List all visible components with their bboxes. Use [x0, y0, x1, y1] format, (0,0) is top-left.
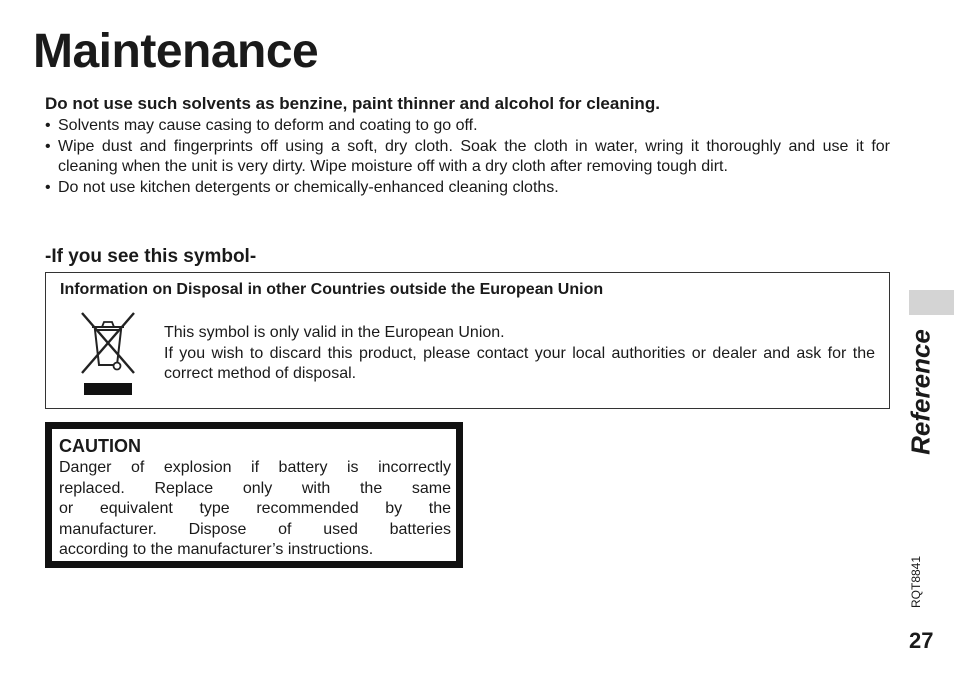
- bullet-glyph: •: [45, 137, 51, 155]
- bullet-glyph: •: [45, 178, 51, 196]
- bullet-text: Solvents may cause casing to deform and coating to go off.: [58, 117, 478, 134]
- maintenance-bullet-list: [45, 116, 890, 198]
- caution-line: manufacturer. Dispose of used batteries: [59, 520, 451, 538]
- disposal-info-box: [45, 272, 890, 409]
- section-tab-marker: [909, 290, 954, 315]
- page-title: Maintenance: [33, 25, 319, 78]
- caution-line: replaced. Replace only with the same: [59, 479, 451, 497]
- document-code: RQT8841: [909, 555, 923, 609]
- bullet-text: Wipe dust and fingerprints off using a soft, dry cloth. Soak the cloth in water, wring it thoroughly and use it for cleaning when the unit is very dirty. Wipe moisture off with a dry cloth after removing tough dirt.: [58, 137, 890, 175]
- disposal-eu-note: This symbol is only valid in the European Union.: [164, 324, 505, 341]
- caution-line: Danger of explosion if battery is incorrectly: [59, 459, 451, 476]
- bullet-item: [45, 137, 890, 178]
- battery-caution-box: [45, 422, 463, 568]
- caution-line: or equivalent type recommended by the: [59, 500, 451, 517]
- solvent-warning-heading: Do not use such solvents as benzine, paint thinner and alcohol for cleaning.: [45, 94, 660, 113]
- page-number: 27: [909, 628, 934, 653]
- disposal-info-text: [164, 323, 875, 385]
- bullet-glyph: •: [45, 117, 51, 134]
- crossed-out-wheelie-bin-icon: [80, 311, 136, 395]
- bullet-text: Do not use kitchen detergents or chemically-enhanced cleaning cloths.: [58, 178, 559, 196]
- caution-text: [59, 458, 451, 561]
- disposal-info-title: Information on Disposal in other Countries outside the European Union: [60, 281, 604, 298]
- symbol-section-heading: -If you see this symbol-: [45, 246, 257, 267]
- section-label: Reference: [905, 329, 936, 455]
- caution-line: according to the manufacturer’s instructions.: [59, 541, 374, 558]
- bullet-item: [45, 116, 890, 137]
- bullet-item: [45, 178, 890, 199]
- disposal-instructions: If you wish to discard this product, please contact your local authorities or dealer and ask for the correct method of disposal.: [164, 344, 875, 382]
- caution-title: CAUTION: [59, 436, 141, 456]
